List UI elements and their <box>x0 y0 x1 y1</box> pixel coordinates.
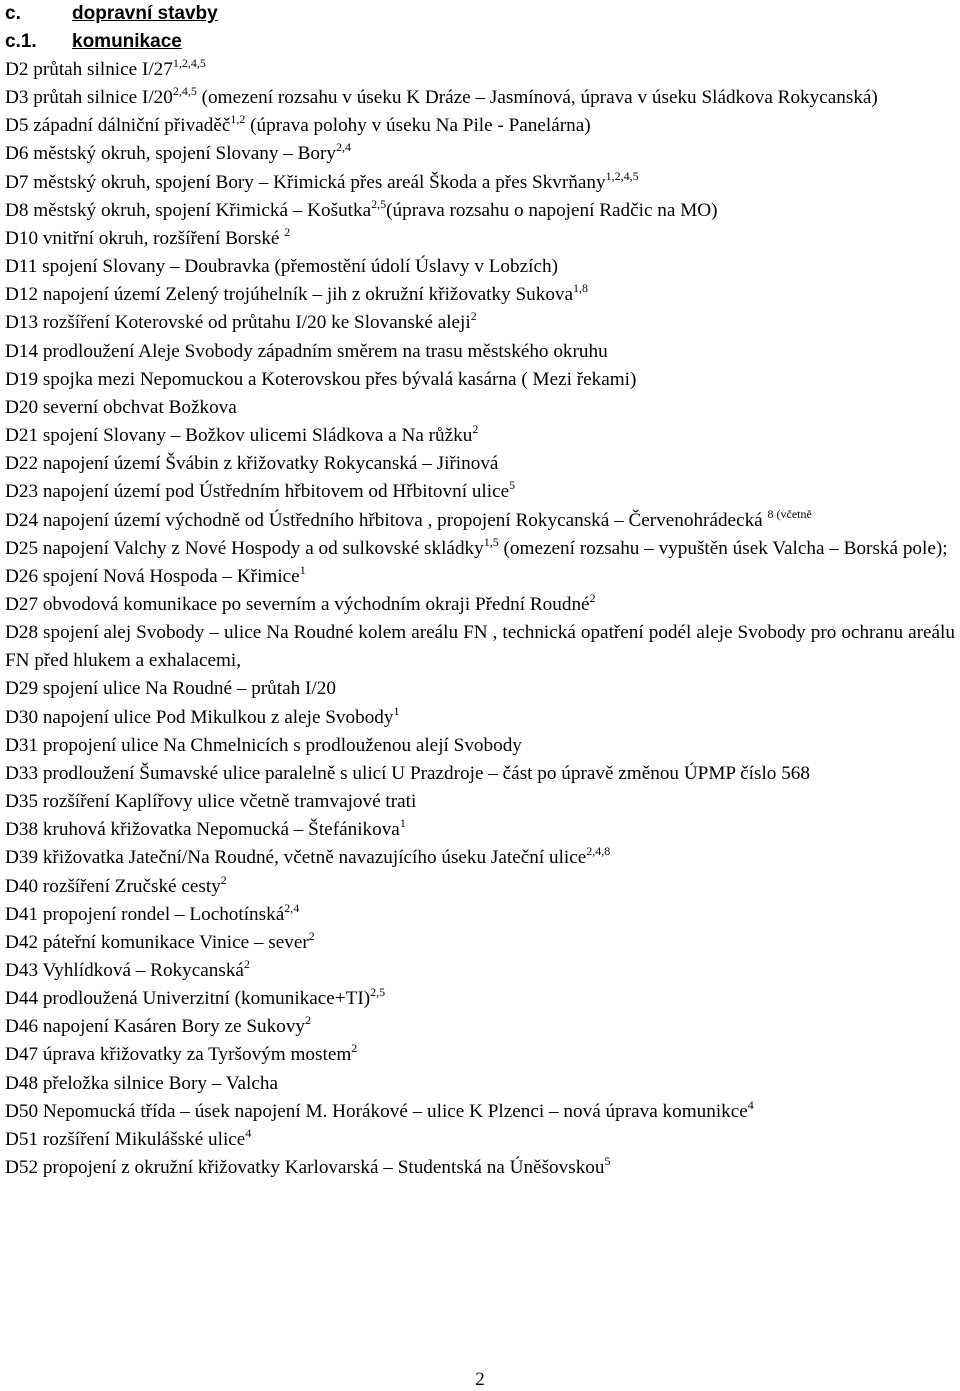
list-item <box>5 225 955 253</box>
footnote-ref: 1 <box>399 816 406 831</box>
footnote-ref: 1 <box>393 703 400 718</box>
footnote-ref: 1,2,4,5 <box>172 56 206 70</box>
list-item <box>5 309 955 337</box>
subsection-title: komunikace <box>72 31 182 52</box>
list-item <box>5 1070 955 1098</box>
list-item <box>5 675 955 703</box>
item-text: D6 městský okruh, spojení Slovany – Bory <box>5 143 336 165</box>
list-item <box>5 535 955 563</box>
list-item <box>5 1154 955 1182</box>
list-item <box>5 873 955 901</box>
item-text: D25 napojení Valchy z Nové Hospody a od sulkovské skládky <box>5 537 484 559</box>
footnote-ref: 2 <box>284 224 291 239</box>
item-text: D39 křižovatka Jateční/Na Roudné, včetně navazujícího úseku Jateční ulice <box>5 847 587 869</box>
list-item <box>5 84 955 112</box>
footnote-ref: 4 <box>747 1097 754 1112</box>
list-item <box>5 901 955 929</box>
subsection-number: c.1. <box>5 31 37 52</box>
item-text: D22 napojení území Švábin z křižovatky Rokycanská – Jiřinová <box>5 453 499 475</box>
list-item <box>5 591 955 619</box>
footnote-ref: 2 <box>220 872 227 887</box>
list-item <box>5 985 955 1013</box>
section-heading <box>5 0 955 28</box>
item-text: D26 spojení Nová Hospoda – Křimice <box>5 565 300 587</box>
list-item <box>5 1126 955 1154</box>
list-item <box>5 112 955 140</box>
list-item <box>5 788 955 816</box>
list-item <box>5 197 955 225</box>
item-text: D30 napojení ulice Pod Mikulkou z aleje Svobody <box>5 706 394 728</box>
list-item <box>5 478 955 506</box>
footnote-ref: 2 <box>351 1041 358 1056</box>
item-text: D11 spojení Slovany – Doubravka (přemostění údolí Úslavy v Lobzích) <box>5 256 558 278</box>
list-item <box>5 1013 955 1041</box>
item-text: D31 propojení ulice Na Chmelnicích s prodlouženou alejí Svobody <box>5 734 522 756</box>
item-text: D28 spojení alej Svobody – ulice Na Roudné kolem areálu FN , technická opatření podél aleje Svobody pro ochranu areálu FN před hlukem a exhalacemi, <box>5 622 955 672</box>
footnote-ref: 1,2,4,5 <box>605 168 639 183</box>
item-text: D52 propojení z okružní křižovatky Karlovarská – Studentská na Úněšovskou <box>5 1157 605 1179</box>
item-text: D14 prodloužení Aleje Svobody západním směrem na trasu městského okruhu <box>5 340 608 362</box>
footnote-ref: 2,5 <box>371 196 387 211</box>
footnote-ref: 2,4 <box>335 140 351 155</box>
item-text: D19 spojka mezi Nepomuckou a Koterovskou přes bývalá kasárna ( Mezi řekami) <box>5 368 637 390</box>
list-item <box>5 704 955 732</box>
list-item <box>5 1098 955 1126</box>
footnote-ref: 2 <box>472 422 479 437</box>
item-text: (úprava rozsahu o napojení Radčic na MO) <box>386 199 718 221</box>
list-item <box>5 56 955 84</box>
footnote-ref: 2,4 <box>284 900 300 915</box>
item-text: D43 Vyhlídková – Rokycanská <box>5 960 244 981</box>
list-item <box>5 619 955 675</box>
list-item <box>5 281 955 309</box>
list-item <box>5 844 955 872</box>
item-text: D51 rozšíření Mikulášské ulice <box>5 1128 246 1150</box>
item-text: D42 páteřní komunikace Vinice – sever <box>5 931 309 953</box>
item-text: D29 spojení ulice Na Roudné – průtah I/20 <box>5 678 336 700</box>
item-text: D50 Nepomucká třída – úsek napojení M. Horákové – ulice K Plzenci – nová úprava komunikce <box>5 1100 748 1122</box>
footnote-ref: 4 <box>245 1125 252 1140</box>
item-text: D7 městský okruh, spojení Bory – Křimická přes areál Škoda a přes Skvrňany <box>5 171 606 193</box>
item-text: D23 napojení území pod Ústředním hřbitovem od Hřbitovní ulice <box>5 481 510 503</box>
item-text: D8 městský okruh, spojení Křimická – Košutka <box>5 199 372 221</box>
list-item <box>5 253 955 281</box>
footnote-ref: 2,4,5 <box>172 84 197 99</box>
item-text: D44 prodloužená Univerzitní (komunikace+TI) <box>5 988 371 1010</box>
item-text: D12 napojení území Zelený trojúhelník – jih z okružní křižovatky Sukova <box>5 284 574 306</box>
list-item <box>5 929 955 957</box>
item-text: D46 napojení Kasáren Bory ze Sukovy <box>5 1016 306 1038</box>
footnote-ref: 1,2 <box>230 112 246 127</box>
section-title: dopravní stavby <box>72 3 218 24</box>
item-text: D3 průtah silnice I/20 <box>5 87 173 109</box>
list-item <box>5 338 955 366</box>
list-item <box>5 816 955 844</box>
footnote-ref: 5 <box>604 1154 611 1169</box>
list-item <box>5 169 955 197</box>
footnote-ref: 8 (včetně <box>767 506 812 521</box>
item-text: D48 přeložka silnice Bory – Valcha <box>5 1072 278 1094</box>
item-text: D33 prodloužení Šumavské ulice paralelně s ulicí U Prazdroje – část po úpravě změnou ÚPMP číslo 568 <box>5 762 810 784</box>
item-text: D41 propojení rondel – Lochotínská <box>5 903 285 925</box>
item-text: D35 rozšíření Kaplířovy ulice včetně tramvajové trati <box>5 791 417 813</box>
document-page <box>5 0 955 1182</box>
item-text: (omezení rozsahu – vypuštěn úsek Valcha – Borská pole); <box>498 537 948 559</box>
section-number: c. <box>5 3 21 24</box>
item-text: (úprava polohy v úseku Na Pile - Panelárna) <box>245 115 591 137</box>
list-item <box>5 760 955 788</box>
item-text: D40 rozšíření Zručské cesty <box>5 875 221 897</box>
item-text: (omezení rozsahu v úseku K Dráze – Jasmínová, úprava v úseku Sládkova Rokycanská) <box>196 87 878 109</box>
list-item <box>5 1041 955 1069</box>
road-project-list <box>5 56 955 1182</box>
item-text: D20 severní obchvat Božkova <box>5 396 237 418</box>
item-text: D5 západní dálniční přivaděč <box>5 115 231 137</box>
footnote-ref: 5 <box>509 478 516 493</box>
list-item <box>5 140 955 168</box>
list-item <box>5 422 955 450</box>
item-text: D21 spojení Slovany – Božkov ulicemi Sládkova a Na růžku <box>5 425 473 447</box>
item-text: D2 průtah silnice I/27 <box>5 59 173 80</box>
list-item <box>5 732 955 760</box>
list-item <box>5 450 955 478</box>
footnote-ref: 1,5 <box>483 534 499 549</box>
list-item <box>5 563 955 591</box>
item-text: D13 rozšíření Koterovské od průtahu I/20 ke Slovanské aleji <box>5 312 471 334</box>
list-item <box>5 366 955 394</box>
item-text: D38 kruhová křižovatka Nepomucká – Štefánikova <box>5 819 400 841</box>
item-text: D24 napojení území východně od Ústředního hřbitova , propojení Rokycanská – Červenohrádecká <box>5 509 768 531</box>
footnote-ref: 1 <box>299 562 306 577</box>
page-number: 2 <box>475 1369 485 1390</box>
footnote-ref: 2,4,8 <box>586 844 611 859</box>
item-text: D47 úprava křižovatky za Tyršovým mostem <box>5 1044 352 1066</box>
footnote-ref: 2 <box>589 590 596 605</box>
item-text: D27 obvodová komunikace po severním a východním okraji Přední Roudné <box>5 593 590 615</box>
list-item <box>5 394 955 422</box>
item-text: D10 vnitřní okruh, rozšíření Borské <box>5 227 285 249</box>
footnote-ref: 2 <box>470 309 477 324</box>
list-item <box>5 507 955 535</box>
footnote-ref: 2 <box>243 957 250 971</box>
footnote-ref: 2,5 <box>370 985 386 1000</box>
footnote-ref: 2 <box>308 928 315 943</box>
subsection-heading <box>5 28 955 56</box>
footnote-ref: 2 <box>305 1013 312 1028</box>
footnote-ref: 1,8 <box>573 281 589 296</box>
list-item <box>5 957 955 985</box>
